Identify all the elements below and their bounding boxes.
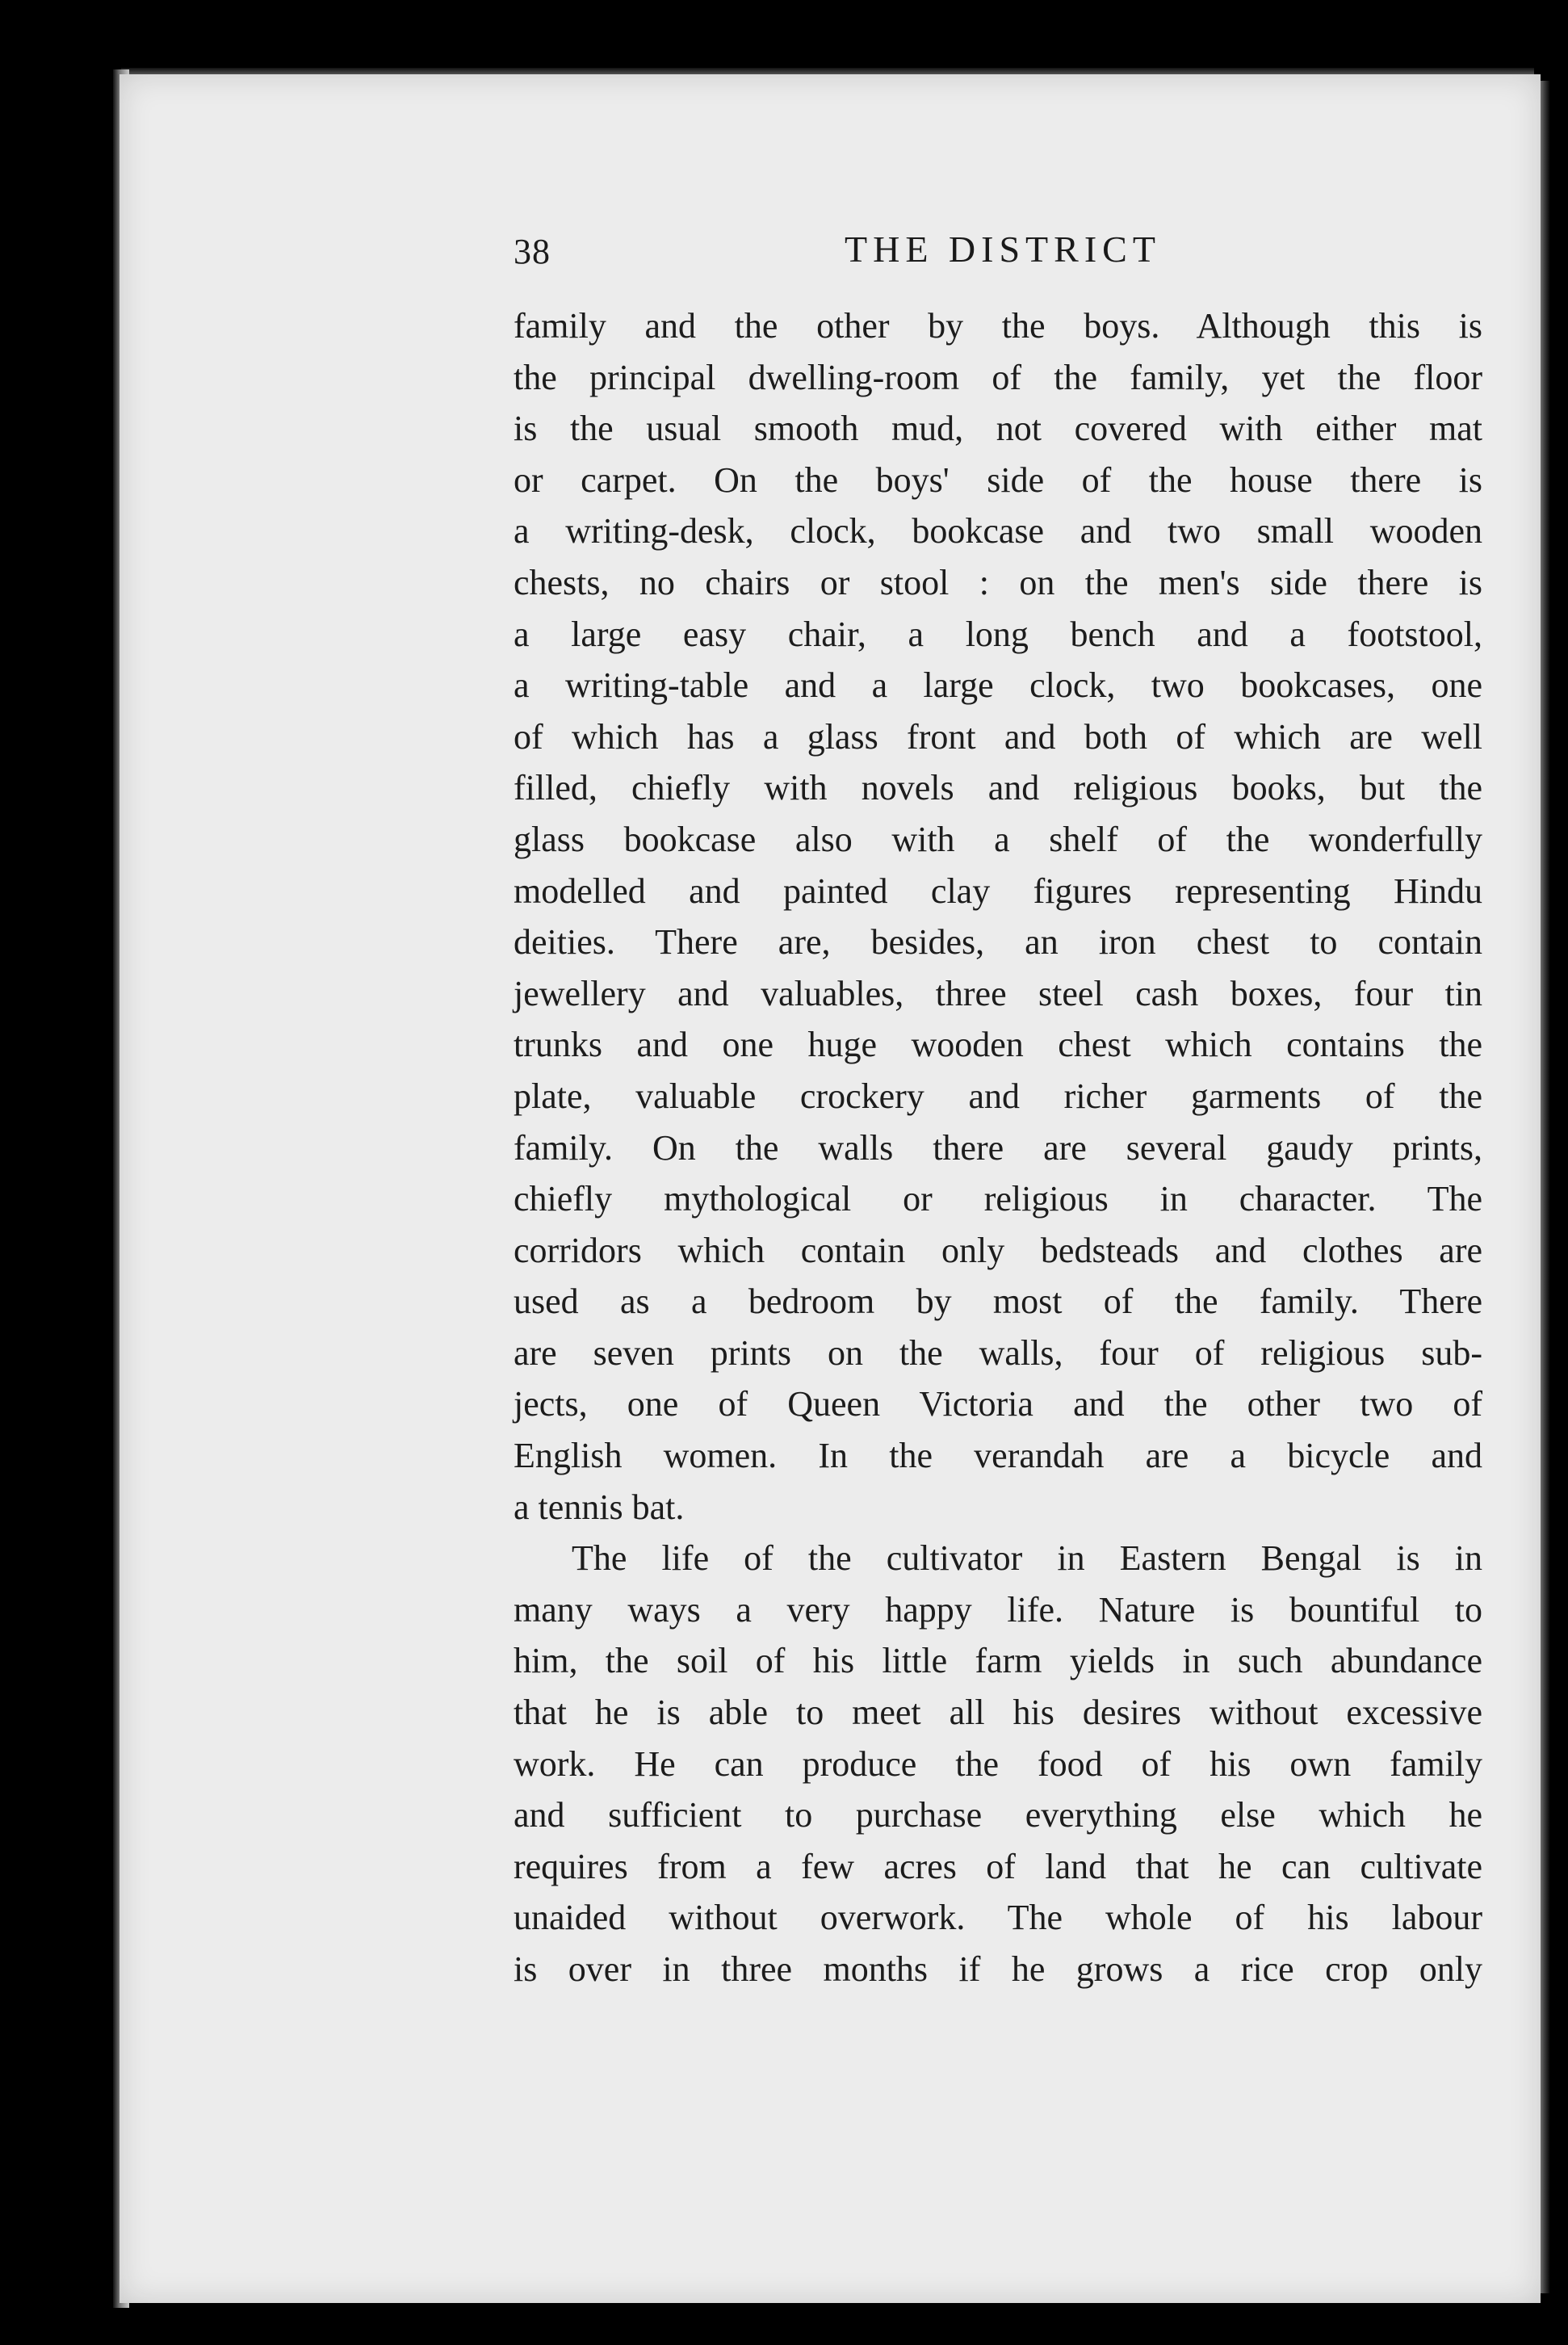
text-line: is over in three months if he grows a rice crop only [514,1949,1482,1989]
text-line: work. He can produce the food of his own family [514,1743,1482,1784]
text-line: chiefly mythological or religious in character. The [514,1179,1482,1219]
text-line: modelled and painted clay figures representing Hindu [514,870,1482,911]
running-head-title: THE DISTRICT [845,229,1161,270]
text-line: jects, one of Queen Victoria and the other two of [514,1384,1482,1424]
text-line: are seven prints on the walls, four of religious sub- [514,1332,1482,1373]
text-line: him, the soil of his little farm yields in such abundance [514,1641,1482,1681]
text-line: The life of the cultivator in Eastern Bengal is in [572,1538,1482,1579]
text-line: the principal dwelling-room of the family, yet the floor [514,357,1482,397]
text-line: deities. There are, besides, an iron chest to contain [514,922,1482,963]
text-line: many ways a very happy life. Nature is bountiful to [514,1589,1482,1630]
text-line: glass bookcase also with a shelf of the wonderfully [514,819,1482,859]
running-head [514,228,1482,292]
text-line: a tennis bat. [514,1487,685,1527]
text-line: and sufficient to purchase everything else which he [514,1795,1482,1835]
text-line: filled, chiefly with novels and religious books, but the [514,768,1482,808]
text-line: trunks and one huge wooden chest which contains the [514,1025,1482,1065]
text-line: a large easy chair, a long bench and a footstool, [514,614,1482,654]
text-line: a writing-desk, clock, bookcase and two small wooden [514,511,1482,552]
text-line: or carpet. On the boys' side of the house there is [514,459,1482,500]
text-line: of which has a glass front and both of which are well [514,716,1482,757]
text-line: jewellery and valuables, three steel cash boxes, four tin [514,973,1482,1013]
paragraph-2 [514,1533,1482,1995]
text-line: English women. In the verandah are a bicycle and [514,1436,1482,1476]
text-line: family and the other by the boys. Although this is [514,306,1482,346]
text-line: unaided without overwork. The whole of his labour [514,1898,1482,1938]
body-text [514,300,1482,1995]
text-line: is the usual smooth mud, not covered with either mat [514,409,1482,449]
text-line: family. On the walls there are several gaudy prints, [514,1127,1482,1168]
text-line: used as a bedroom by most of the family. There [514,1282,1482,1322]
text-line: that he is able to meet all his desires without excessive [514,1693,1482,1733]
text-line: a writing-table and a large clock, two bookcases, one [514,665,1482,706]
text-line: requires from a few acres of land that he can cultivate [514,1846,1482,1886]
text-line: corridors which contain only bedsteads and clothes are [514,1230,1482,1270]
text-line: plate, valuable crockery and richer garments of the [514,1076,1482,1116]
page-number: 38 [514,232,551,271]
text-line: chests, no chairs or stool : on the men's side there is [514,562,1482,602]
paragraph-1 [514,300,1482,1533]
